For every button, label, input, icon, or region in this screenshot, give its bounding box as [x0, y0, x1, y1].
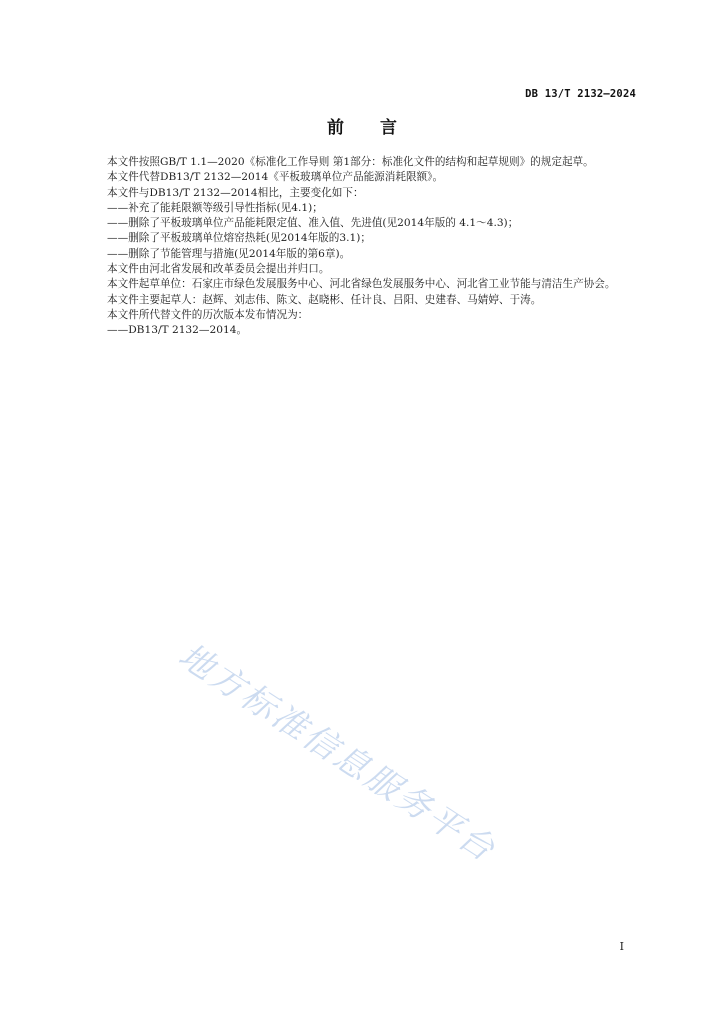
foreword-body: [86, 155, 638, 339]
history-item: ——DB13/T 2132—2014。: [107, 324, 248, 337]
paragraph-drafting-units: 本文件起草单位：石家庄市绿色发展服务中心、河北省绿色发展服务中心、河北省工业节能与清洁生产协会。: [107, 278, 616, 291]
title-char-right: 言: [380, 118, 397, 138]
change-item: ——删除了平板玻璃单位熔窑热耗(见2014年版的3.1)；: [107, 232, 371, 245]
paragraph-history-intro: 本文件所代替文件的历次版本发布情况为：: [107, 308, 309, 321]
standard-code: DB 13/T 2132—2024: [525, 88, 636, 100]
title-char-left: 前: [327, 118, 344, 138]
change-item: ——删除了平板玻璃单位产品能耗限定值、准入值、先进值(见2014年版的 4.1～4.3)；: [107, 217, 519, 230]
change-item: ——删除了节能管理与措施(见2014年版的第6章)。: [107, 247, 351, 260]
paragraph-replaces: 本文件代替DB13/T 2132—2014《平板玻璃单位产品能源消耗限额》。: [107, 171, 444, 184]
page-number: I: [619, 940, 624, 953]
paragraph-basis: 本文件按照GB/T 1.1—2020《标准化工作导则 第1部分：标准化文件的结构和起草规则》的规定起草。: [107, 156, 594, 168]
watermark: 地方标准信息服务平台: [171, 635, 504, 871]
page-title: [0, 113, 724, 138]
paragraph-changes-intro: 本文件与DB13/T 2132—2014相比，主要变化如下：: [107, 186, 364, 199]
paragraph-proposer: 本文件由河北省发展和改革委员会提出并归口。: [107, 263, 330, 276]
paragraph-drafters: 本文件主要起草人：赵辉、刘志伟、陈文、赵晓彬、任计良、吕阳、史建春、马婧婷、于涛。: [107, 293, 542, 306]
change-item: ——补充了能耗限额等级引导性指标(见4.1)；: [107, 201, 323, 214]
